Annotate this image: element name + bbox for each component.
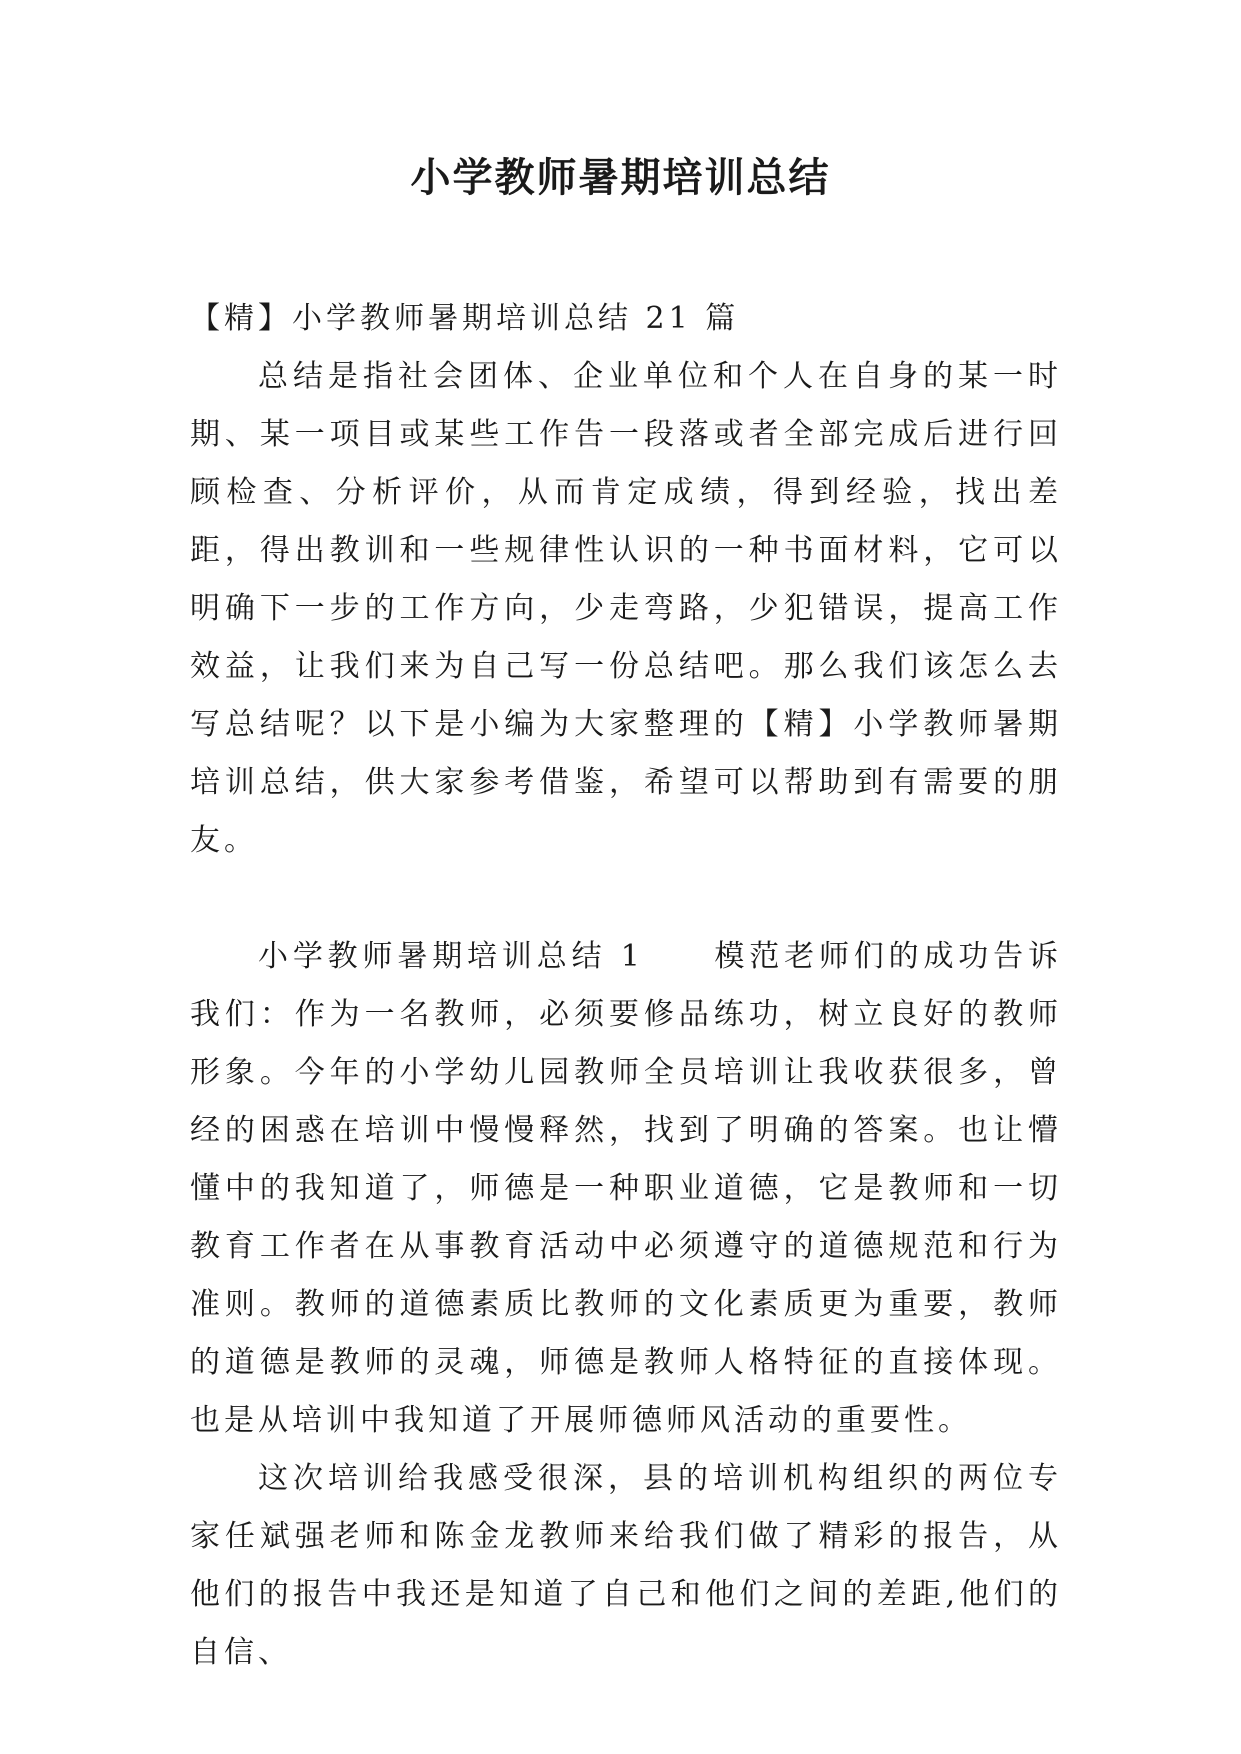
document-title: 小学教师暑期培训总结 [410, 155, 831, 201]
section-1-paragraph-2: 这次培训给我感受很深，县的培训机构组织的两位专家任斌强老师和陈金龙教师来给我们做了精彩的报告，从他们的报告中我还是知道了自己和他们之间的差距,他们的自信、 [190, 1461, 1062, 1670]
section-1-paragraph: 小学教师暑期培训总结 1 模范老师们的成功告诉我们：作为一名教师，必须要修品练功，树立良好的教师形象。今年的小学幼儿园教师全员培训让我收获很多，曾经的困惑在培训中慢慢释然，找到了明确的答案。也让懵懂中的我知道了，师德是一种职业道德，它是教师和一切教育工作者在从事教育活动中必须遵守的道德规范和行为准则。教师的道德素质比教师的文化素质更为重要，教师的道德是教师的灵魂，师德是教师人格特征的直接体现。也是从培训中我知道了开展师德师风活动的重要性。 [190, 939, 1062, 1438]
document-subtitle: 【精】小学教师暑期培训总结 21 篇 [190, 301, 740, 336]
intro-paragraph: 总结是指社会团体、企业单位和个人在自身的某一时期、某一项目或某些工作告一段落或者全部完成后进行回顾检查、分析评价，从而肯定成绩，得到经验，找出差距，得出教训和一些规律性认识的一种书面材料，它可以明确下一步的工作方向，少走弯路，少犯错误，提高工作效益，让我们来为自己写一份总结吧。那么我们该怎么去写总结呢？以下是小编为大家整理的【精】小学教师暑期培训总结，供大家参考借鉴，希望可以帮助到有需要的朋友。 [190, 359, 1062, 858]
paragraph-spacer [190, 870, 1062, 928]
document-body [190, 290, 1062, 1682]
